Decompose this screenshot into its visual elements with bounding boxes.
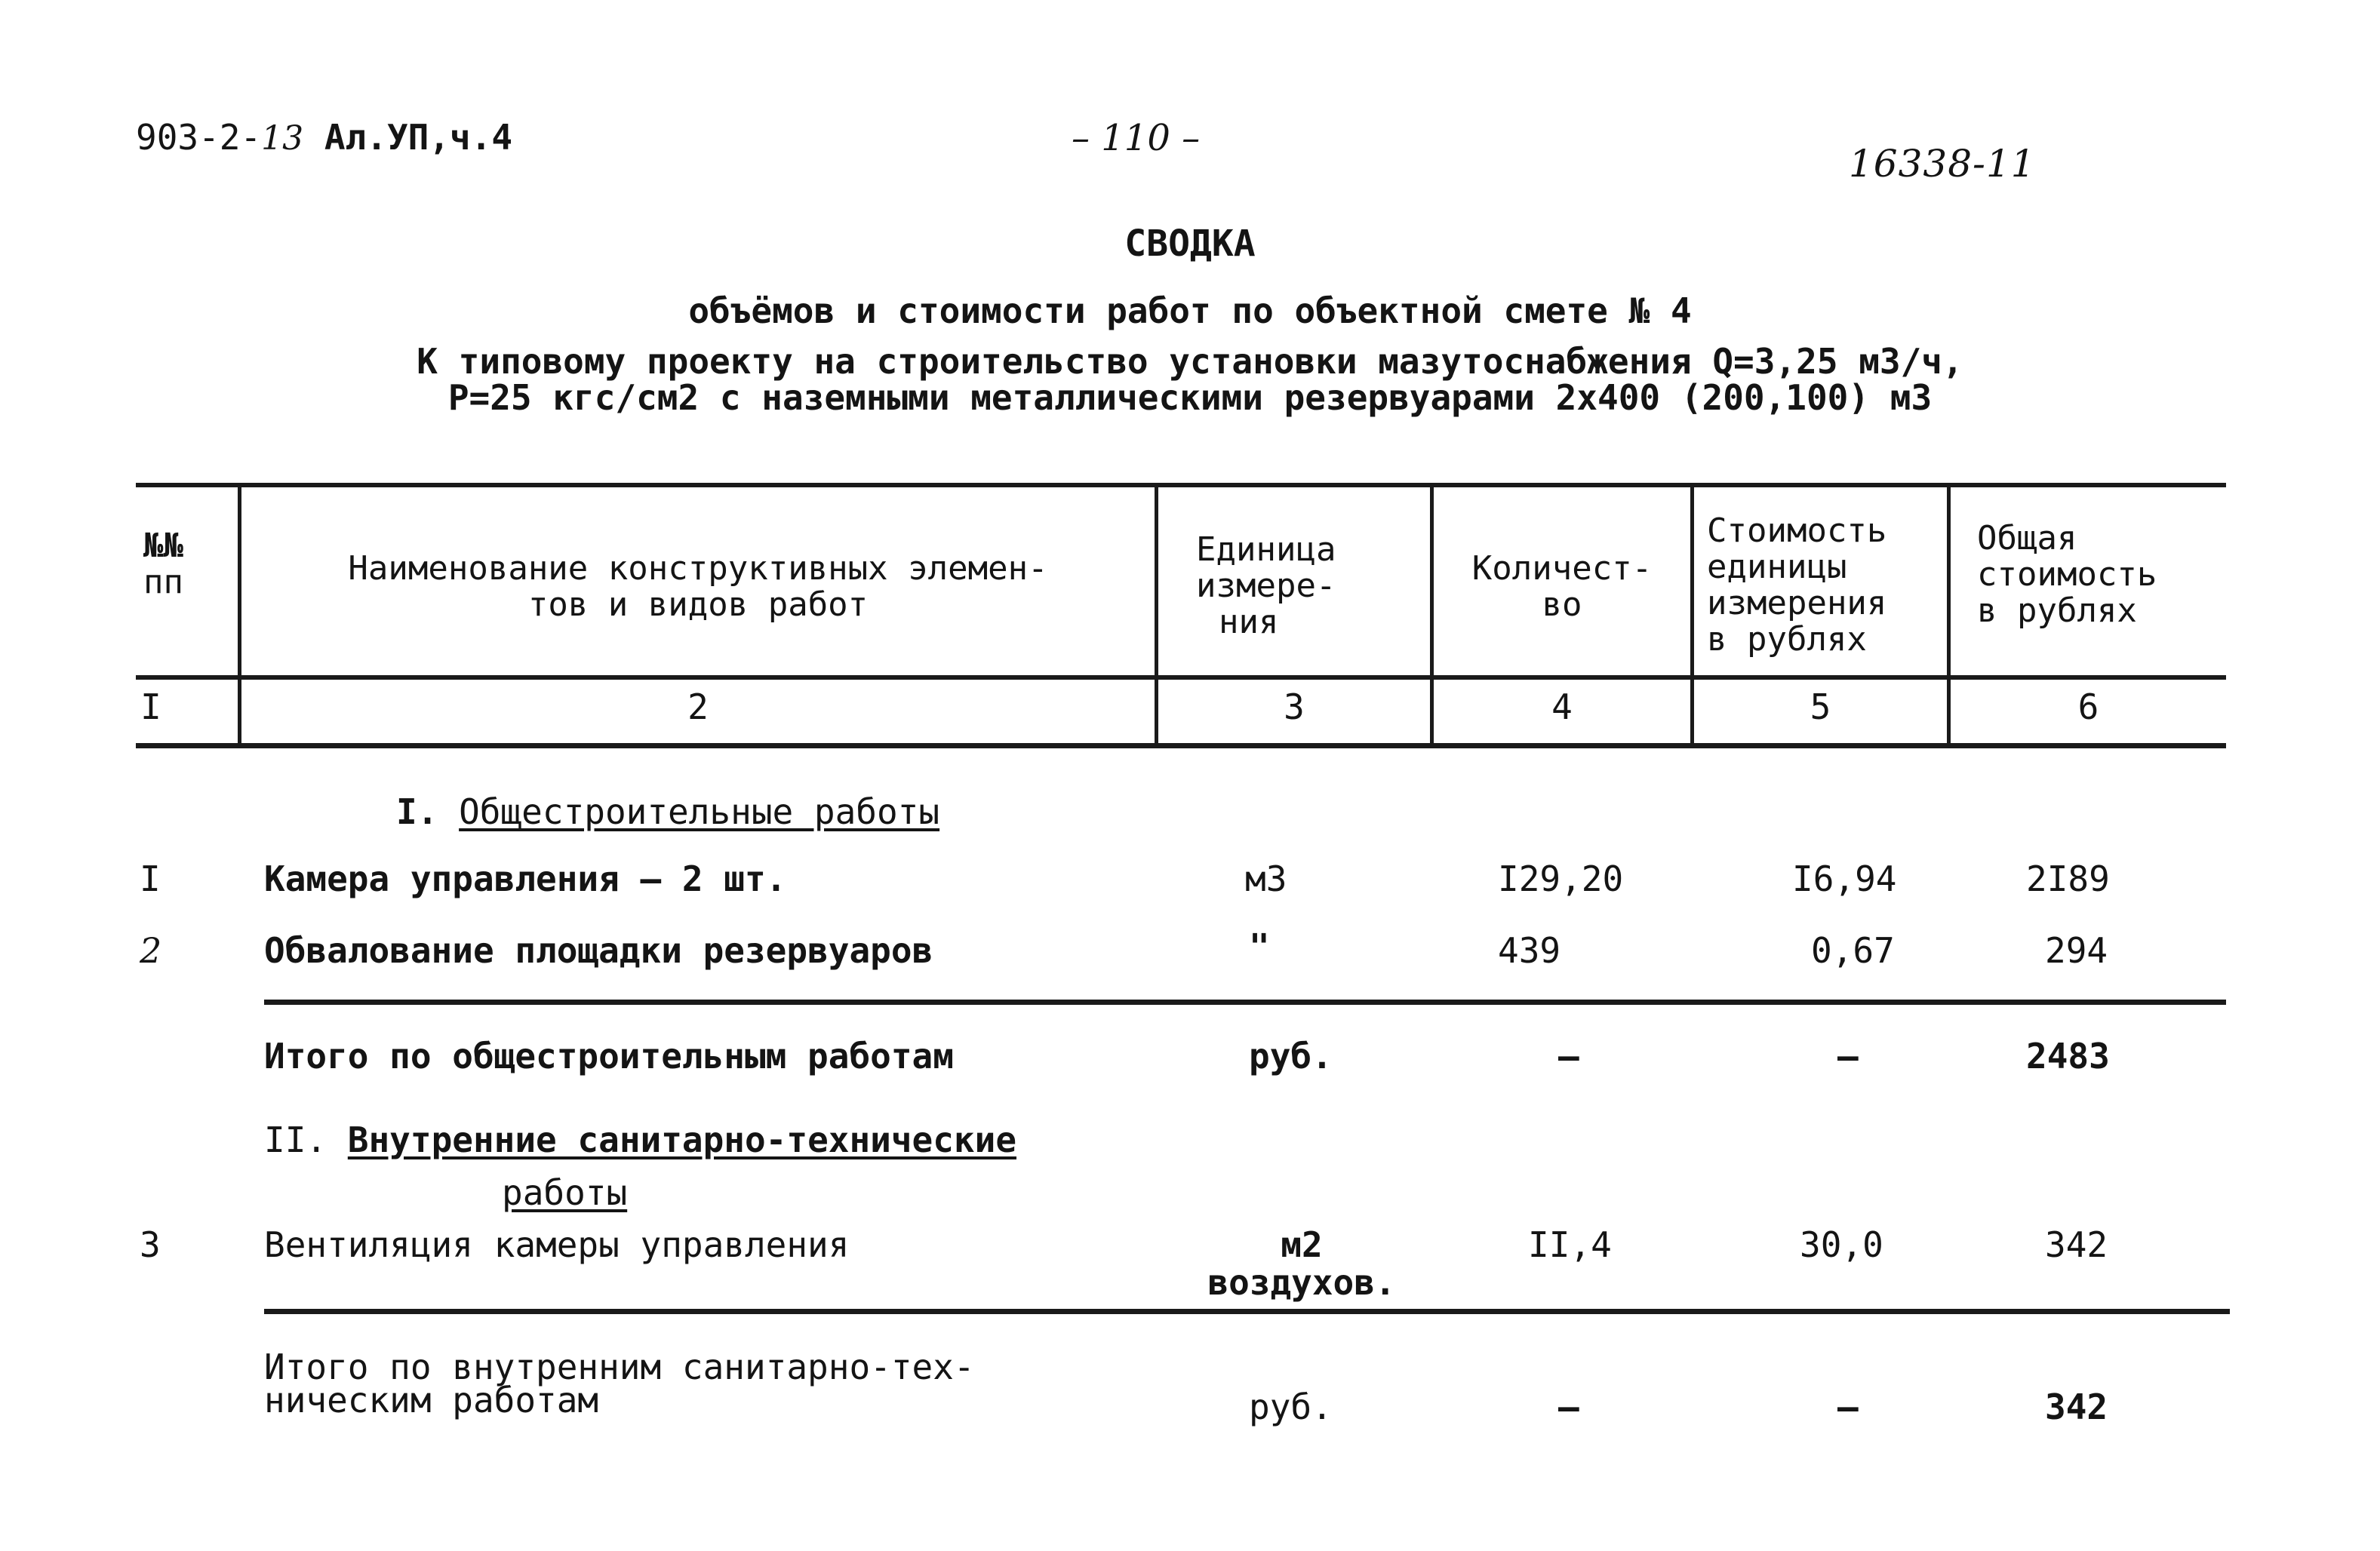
header-num: №№ пп [143, 527, 183, 601]
document-title: СВОДКА [1124, 223, 1256, 265]
subtotal-2-unit: руб. [1249, 1387, 1333, 1427]
table-colnum-rule [136, 743, 2226, 748]
row-2-total: 294 [2045, 930, 2108, 971]
subtotal-2-qty: – [1558, 1387, 1579, 1427]
section-2-title-line2: работы [502, 1172, 628, 1213]
table-top-rule [136, 483, 2226, 487]
row-3-unit-cost: 30,0 [1800, 1224, 1883, 1265]
header-total: Общая стоимость в рублях [1977, 519, 2157, 630]
column-number-1: I [140, 686, 161, 727]
row-3-qty: II,4 [1528, 1224, 1612, 1265]
page-number: – 110 – [1072, 117, 1201, 159]
document-code [136, 117, 512, 158]
header-name: Наименование конструктивных элемен- тов и видов работ [348, 549, 1048, 624]
row-3-name: Вентиляция камеры управления [264, 1224, 850, 1265]
row-1-total: 2I89 [2026, 858, 2110, 899]
row-1-num: I [140, 858, 161, 899]
row-1-unit-cost: I6,94 [1792, 858, 1897, 899]
subtotal-1-qty: – [1558, 1036, 1579, 1076]
row-3-num: 3 [140, 1224, 161, 1265]
document-code-prefix: 903-2- [136, 117, 262, 158]
subtotal-2-total: 342 [2045, 1387, 2108, 1427]
row-1-name: Камера управления – 2 шт. [264, 858, 787, 899]
row-3-total: 342 [2045, 1224, 2108, 1265]
section-2-title: II. Внутренние санитарно-технические [264, 1119, 1017, 1160]
row-2-unit: " [1249, 926, 1270, 967]
column-number-2: 2 [687, 686, 709, 727]
subtotal-1-unit: руб. [1249, 1036, 1333, 1076]
table-header-rule [136, 675, 2226, 680]
column-number-5: 5 [1810, 686, 1831, 727]
subtotal-1-name: Итого по общестроительным работам [264, 1036, 954, 1076]
row-1-qty: I29,20 [1498, 858, 1624, 899]
row-2-unit-cost: 0,67 [1811, 930, 1895, 971]
row-2-name: Обвалование площадки резервуаров [264, 930, 933, 971]
document-code-suffix: Ал.УП,ч.4 [303, 117, 513, 158]
row-3-unit: м2 воздухов. [1207, 1224, 1396, 1303]
header-unit-cost: Стоимость единицы измерения в рублях [1707, 511, 1887, 659]
row-1-unit: м3 [1245, 858, 1287, 899]
subtotal-1-total: 2483 [2026, 1036, 2110, 1076]
document-subtitle-line3: Р=25 кгс/см2 с наземными металлическими резервуарами 2х400 (200,100) м3 [447, 377, 1933, 418]
document-subtitle: объёмов и стоимости работ по объектной смете № 4 [688, 290, 1692, 331]
subtotal-2-unit-cost: – [1837, 1387, 1859, 1427]
column-number-6: 6 [2077, 686, 2099, 727]
section-1-rule [264, 1000, 2226, 1005]
row-2-qty: 439 [1498, 930, 1561, 971]
column-number-4: 4 [1551, 686, 1573, 727]
subtotal-1-unit-cost: – [1837, 1036, 1859, 1076]
document-subtitle-line2: К типовому проекту на строительство установки мазутоснабжения Q=3,25 м3/ч, [417, 341, 1963, 382]
section-2-rule [264, 1309, 2230, 1314]
header-unit: Единица измере- ния [1196, 530, 1336, 641]
column-number-3: 3 [1284, 686, 1305, 727]
subtotal-2-name: Итого по внутренним санитарно-тех- ническим работам [264, 1347, 975, 1420]
header-qty: Количест- во [1471, 549, 1653, 624]
row-2-num: 2 [140, 930, 162, 971]
archive-number: 16338-11 [1849, 142, 2036, 186]
document-code-handwritten: 13 [261, 119, 304, 158]
section-1-title: I. Общестроительные работы [396, 791, 940, 832]
